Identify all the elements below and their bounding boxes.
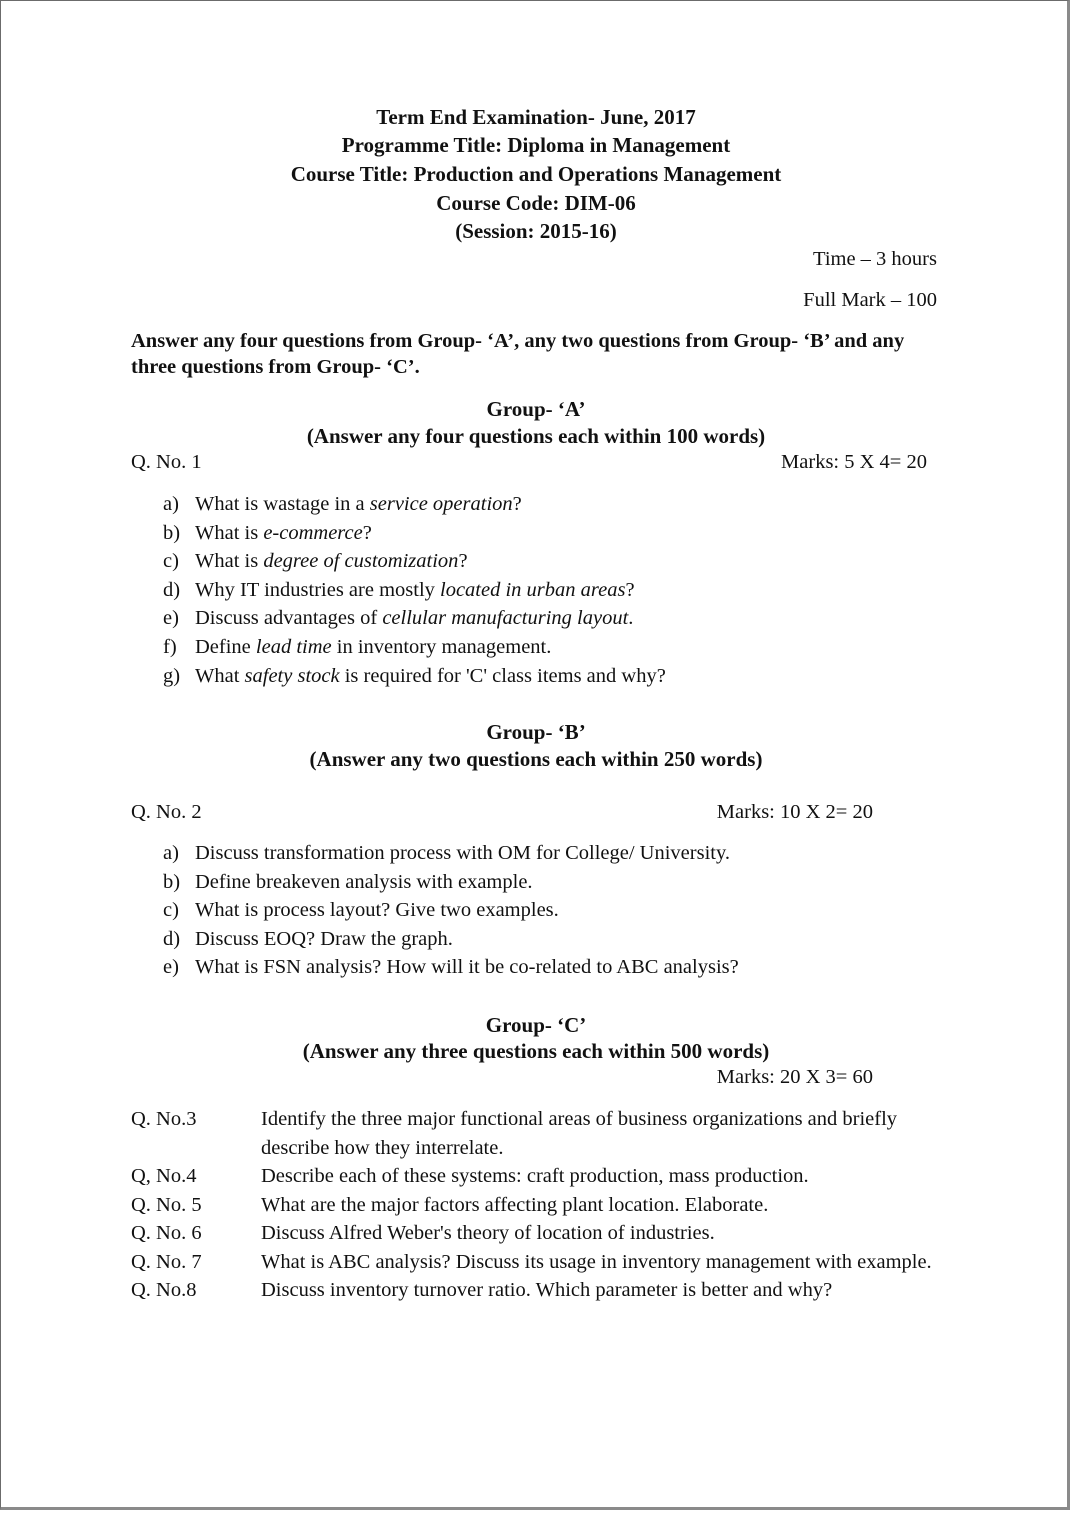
group-c-subtitle: (Answer any three questions each within 500 words) xyxy=(302,1039,770,1063)
item-text-end: ? xyxy=(512,493,522,515)
group-c-question-list xyxy=(131,1105,951,1305)
item-letter: c) xyxy=(163,899,179,922)
full-mark: Full Mark – 100 xyxy=(803,289,937,311)
item-emphasis: degree of customization xyxy=(263,550,459,573)
item-letter: e) xyxy=(163,956,179,979)
item-text: Discuss advantages of xyxy=(195,607,383,630)
group-c-title: Group- ‘C’ xyxy=(485,1013,587,1037)
item-letter: a) xyxy=(163,493,179,515)
question-number: Q. No. 7 xyxy=(131,1250,202,1273)
item-text: What xyxy=(195,664,245,687)
item-text: What is xyxy=(195,521,264,544)
question-text: Identify the three major functional areas of business organizations and briefly describe how they interrelate. xyxy=(261,1108,898,1159)
item-letter: g) xyxy=(163,664,181,687)
course-code: Course Code: DIM-06 xyxy=(436,191,636,215)
item-text: Define xyxy=(195,635,256,658)
item-text: Define breakeven analysis with example. xyxy=(195,870,533,893)
list-item xyxy=(163,896,739,925)
question-text: What is ABC analysis? Discuss its usage in inventory management with example. xyxy=(261,1250,932,1273)
question-number: Q. No.8 xyxy=(131,1279,197,1301)
list-item xyxy=(163,662,666,691)
list-item xyxy=(131,1276,951,1305)
group-c-marks: Marks: 20 X 3= 60 xyxy=(716,1066,873,1088)
item-letter: c) xyxy=(163,550,179,573)
item-text: What is FSN analysis? How will it be co-related to ABC analysis? xyxy=(195,956,739,979)
group-b-question-list xyxy=(163,839,739,982)
item-text-end: ? xyxy=(625,578,635,601)
item-letter: e) xyxy=(163,607,179,630)
list-item xyxy=(131,1248,951,1277)
list-item xyxy=(131,1219,951,1248)
list-item xyxy=(163,953,739,982)
session: (Session: 2015-16) xyxy=(455,219,617,243)
item-text: What is xyxy=(195,550,264,573)
item-emphasis: service operation xyxy=(369,493,513,515)
item-text-end: . xyxy=(628,607,634,630)
list-item xyxy=(131,1105,951,1162)
group-b-subtitle: (Answer any two questions each within 250 words) xyxy=(309,747,763,771)
list-item xyxy=(163,547,666,576)
question-number: Q. No. 6 xyxy=(131,1222,202,1244)
item-letter: f) xyxy=(163,635,177,658)
item-text: What is process layout? Give two examples. xyxy=(195,899,559,922)
item-emphasis: e-commerce xyxy=(263,521,363,544)
item-letter: a) xyxy=(163,842,179,864)
group-a-marks: Marks: 5 X 4= 20 xyxy=(781,451,927,473)
list-item xyxy=(163,604,666,633)
list-item xyxy=(163,633,666,662)
group-b-question-number: Q. No. 2 xyxy=(131,801,202,823)
list-item xyxy=(131,1191,951,1220)
question-number: Q. No. 5 xyxy=(131,1193,202,1216)
list-item xyxy=(163,868,739,897)
item-emphasis: safety stock xyxy=(244,664,340,687)
item-text-end: in inventory management. xyxy=(331,635,552,658)
general-instructions: Answer any four questions from Group- ‘A’, any two questions from Group- ‘B’ and any three questions from Group- ‘C’. xyxy=(131,330,905,378)
course-title: Course Title: Production and Operations Management xyxy=(290,162,782,186)
group-b-title: Group- ‘B’ xyxy=(486,720,586,744)
exam-title: Term End Examination- June, 2017 xyxy=(376,105,696,129)
question-text: What are the major factors affecting plant location. Elaborate. xyxy=(261,1193,769,1216)
question-text: Discuss Alfred Weber's theory of location of industries. xyxy=(261,1222,715,1244)
group-a-question-number: Q. No. 1 xyxy=(131,451,202,473)
item-emphasis: lead time xyxy=(255,635,332,658)
item-letter: d) xyxy=(163,927,181,950)
item-letter: b) xyxy=(163,870,181,893)
item-emphasis: located in urban areas xyxy=(440,578,626,601)
list-item xyxy=(163,490,666,519)
item-letter: d) xyxy=(163,578,181,601)
question-number: Q. No.3 xyxy=(131,1108,197,1130)
item-letter: b) xyxy=(163,521,181,544)
list-item xyxy=(131,1162,951,1191)
question-number: Q, No.4 xyxy=(131,1165,197,1187)
item-emphasis: cellular manufacturing layout xyxy=(382,607,629,630)
item-text-end: ? xyxy=(362,521,372,544)
item-text: What is wastage in a xyxy=(195,493,370,515)
item-text: Why IT industries are mostly xyxy=(195,578,441,601)
list-item xyxy=(163,519,666,548)
item-text-end: is required for 'C' class items and why? xyxy=(339,664,666,687)
group-a-subtitle: (Answer any four questions each within 100 words) xyxy=(306,424,766,448)
item-text: Discuss transformation process with OM for College/ University. xyxy=(195,842,731,864)
group-b-marks: Marks: 10 X 2= 20 xyxy=(716,801,873,823)
question-text: Discuss inventory turnover ratio. Which parameter is better and why? xyxy=(261,1279,833,1301)
item-text-end: ? xyxy=(458,550,468,573)
list-item xyxy=(163,925,739,954)
time-allowed: Time – 3 hours xyxy=(813,248,937,270)
item-text: Discuss EOQ? Draw the graph. xyxy=(195,927,453,950)
group-a-title: Group- ‘A’ xyxy=(486,397,586,421)
group-a-question-list xyxy=(163,490,666,690)
list-item xyxy=(163,576,666,605)
list-item xyxy=(163,839,739,868)
question-text: Describe each of these systems: craft production, mass production. xyxy=(261,1165,809,1187)
programme-title: Programme Title: Diploma in Management xyxy=(341,133,731,157)
